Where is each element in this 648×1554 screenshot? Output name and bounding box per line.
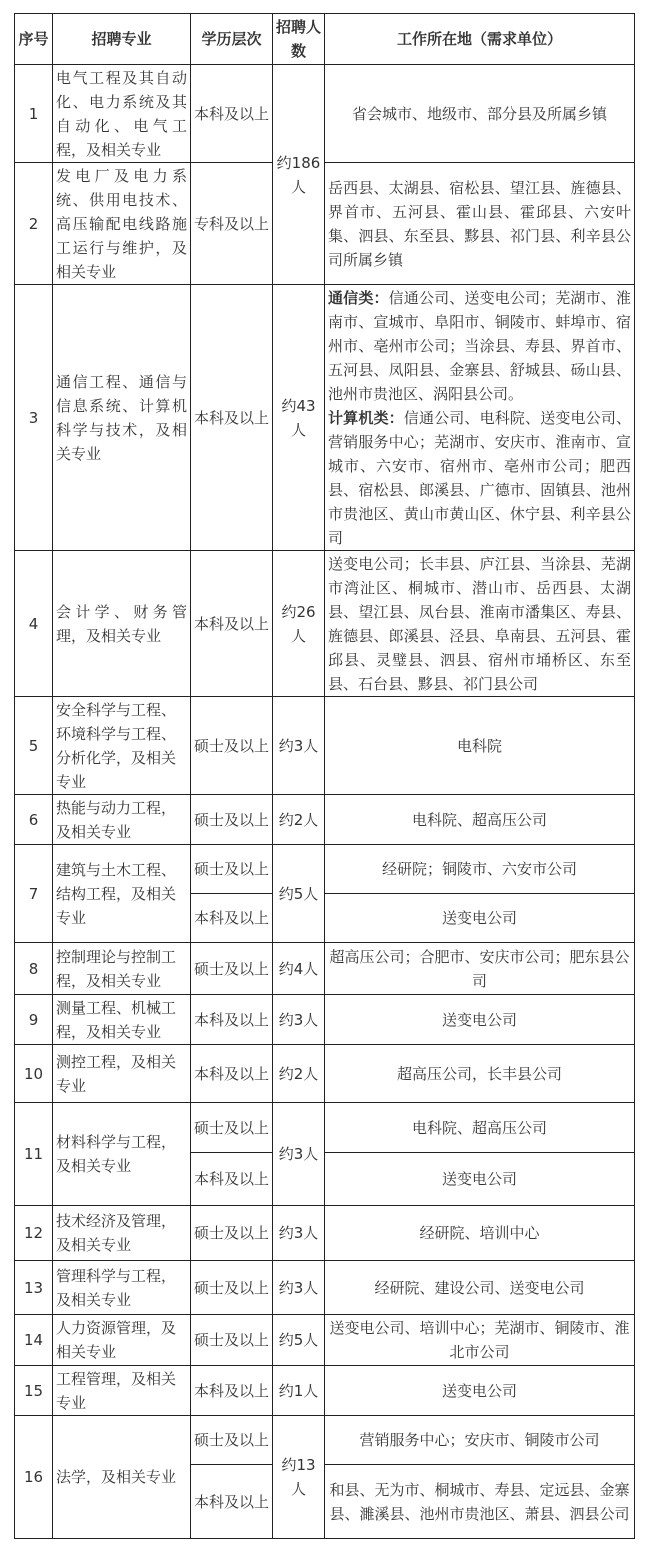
row-education: 硕士及以上 bbox=[191, 1416, 273, 1465]
row-education: 硕士及以上 bbox=[191, 795, 273, 845]
comp-category-text: 信通公司、电科院、送变电公司、营销服务中心；芜湖市、安庆市、淮南市、宣城市、六安市、宿州市、亳州市公司；肥西县、宿松县、郎溪县、广德市、固镇县、池州市贵池区、黄山市黄山区、休宁县、利辛县公司 bbox=[328, 408, 631, 547]
table-row bbox=[15, 551, 635, 697]
row-index: 6 bbox=[15, 795, 53, 845]
row-education: 本科及以上 bbox=[191, 995, 273, 1045]
header-row bbox=[15, 14, 635, 65]
row-major: 电气工程及其自动化、电力系统及其自动化、电气工程，及相关专业 bbox=[53, 65, 191, 163]
row-count: 约5人 bbox=[273, 845, 325, 943]
table-row bbox=[15, 1261, 635, 1315]
row-location: 送变电公司；长丰县、庐江县、当涂县、芜湖市湾沚区、桐城市、潜山市、岳西县、太湖县、望江县、凤台县、淮南市潘集区、寿县、旌德县、郎溪县、泾县、阜南县、五河县、霍邱县、灵璧县、泗县、宿州市埇桥区、东至县、石台县、黟县、祁门县公司 bbox=[325, 551, 635, 697]
table-row bbox=[15, 1366, 635, 1416]
row-education: 本科及以上 bbox=[191, 1045, 273, 1103]
row-index: 3 bbox=[15, 285, 53, 551]
row-major: 技术经济及管理，及相关专业 bbox=[53, 1206, 191, 1261]
table-row bbox=[15, 795, 635, 845]
header-count: 招聘人数 bbox=[273, 14, 325, 65]
row-education: 专科及以上 bbox=[191, 163, 273, 285]
comp-category-label: 计算机类： bbox=[328, 408, 404, 427]
row-count: 约3人 bbox=[273, 1261, 325, 1315]
table-row bbox=[15, 1416, 635, 1465]
row-major: 工程管理，及相关专业 bbox=[53, 1366, 191, 1416]
row-index: 16 bbox=[15, 1416, 53, 1539]
row-major: 建筑与土木工程、结构工程，及相关专业 bbox=[53, 845, 191, 943]
row-location: 经研院、建设公司、送变电公司 bbox=[325, 1261, 635, 1315]
row-location: 送变电公司 bbox=[325, 1153, 635, 1206]
row-count: 约3人 bbox=[273, 1206, 325, 1261]
table-row bbox=[15, 1103, 635, 1153]
comm-category-label: 通信类： bbox=[328, 288, 389, 307]
row-education: 本科及以上 bbox=[191, 1153, 273, 1206]
row-major: 通信工程、通信与信息系统、计算机科学与技术，及相关专业 bbox=[53, 285, 191, 551]
table-row bbox=[15, 845, 635, 894]
row-major: 法学，及相关专业 bbox=[53, 1416, 191, 1539]
row-count: 约26人 bbox=[273, 551, 325, 697]
row-education: 硕士及以上 bbox=[191, 1315, 273, 1366]
header-location: 工作所在地（需求单位） bbox=[325, 14, 635, 65]
table-row bbox=[15, 943, 635, 995]
row-education: 本科及以上 bbox=[191, 65, 273, 163]
row-education: 本科及以上 bbox=[191, 894, 273, 943]
row-index: 12 bbox=[15, 1206, 53, 1261]
row-education: 硕士及以上 bbox=[191, 697, 273, 795]
row-count: 约186人 bbox=[273, 65, 325, 285]
row-count: 约2人 bbox=[273, 1045, 325, 1103]
table-row bbox=[15, 1045, 635, 1103]
row-count: 约4人 bbox=[273, 943, 325, 995]
row-index: 5 bbox=[15, 697, 53, 795]
row-index: 8 bbox=[15, 943, 53, 995]
row-location: 电科院 bbox=[325, 697, 635, 795]
table-row bbox=[15, 697, 635, 795]
row-count: 约3人 bbox=[273, 697, 325, 795]
row-location: 经研院；铜陵市、六安市公司 bbox=[325, 845, 635, 894]
row-count: 约13人 bbox=[273, 1416, 325, 1539]
row-location: 营销服务中心；安庆市、铜陵市公司 bbox=[325, 1416, 635, 1465]
table-row bbox=[15, 1206, 635, 1261]
row-education: 硕士及以上 bbox=[191, 1206, 273, 1261]
row-location: 省会城市、地级市、部分县及所属乡镇 bbox=[325, 65, 635, 163]
row-index: 2 bbox=[15, 163, 53, 285]
row-count: 约2人 bbox=[273, 795, 325, 845]
row-education: 硕士及以上 bbox=[191, 1103, 273, 1153]
row-count: 约5人 bbox=[273, 1315, 325, 1366]
row-major: 管理科学与工程，及相关专业 bbox=[53, 1261, 191, 1315]
header-index: 序号 bbox=[15, 14, 53, 65]
table-row bbox=[15, 1315, 635, 1366]
row-location bbox=[325, 285, 635, 551]
row-major: 会计学、财务管理，及相关专业 bbox=[53, 551, 191, 697]
row-index: 11 bbox=[15, 1103, 53, 1206]
row-count: 约3人 bbox=[273, 1103, 325, 1206]
row-count: 约43人 bbox=[273, 285, 325, 551]
row-location: 送变电公司 bbox=[325, 995, 635, 1045]
row-education: 硕士及以上 bbox=[191, 943, 273, 995]
row-location: 送变电公司、培训中心；芜湖市、铜陵市、淮北市公司 bbox=[325, 1315, 635, 1366]
recruitment-table bbox=[14, 13, 635, 1539]
row-index: 13 bbox=[15, 1261, 53, 1315]
row-major: 测量工程、机械工程，及相关专业 bbox=[53, 995, 191, 1045]
row-education: 硕士及以上 bbox=[191, 845, 273, 894]
row-location: 超高压公司；合肥市、安庆市公司；肥东县公司 bbox=[325, 943, 635, 995]
row-major: 人力资源管理，及相关专业 bbox=[53, 1315, 191, 1366]
row-major: 热能与动力工程，及相关专业 bbox=[53, 795, 191, 845]
table-row bbox=[15, 65, 635, 163]
row-major: 测控工程，及相关专业 bbox=[53, 1045, 191, 1103]
row-count: 约1人 bbox=[273, 1366, 325, 1416]
row-major: 发电厂及电力系统、供用电技术、高压输配电线路施工运行与维护，及相关专业 bbox=[53, 163, 191, 285]
row-major: 控制理论与控制工程，及相关专业 bbox=[53, 943, 191, 995]
row-education: 本科及以上 bbox=[191, 285, 273, 551]
row-major: 材料科学与工程，及相关专业 bbox=[53, 1103, 191, 1206]
row-location: 送变电公司 bbox=[325, 894, 635, 943]
row-location: 和县、无为市、桐城市、寿县、定远县、金寨县、濉溪县、池州市贵池区、萧县、泗县公司 bbox=[325, 1465, 635, 1539]
row-index: 14 bbox=[15, 1315, 53, 1366]
row-index: 4 bbox=[15, 551, 53, 697]
row-location: 电科院、超高压公司 bbox=[325, 1103, 635, 1153]
row-education: 本科及以上 bbox=[191, 1465, 273, 1539]
row-index: 7 bbox=[15, 845, 53, 943]
table-row bbox=[15, 995, 635, 1045]
row-location: 经研院、培训中心 bbox=[325, 1206, 635, 1261]
row-location: 送变电公司 bbox=[325, 1366, 635, 1416]
row-major: 安全科学与工程、环境科学与工程、分析化学，及相关专业 bbox=[53, 697, 191, 795]
table-row bbox=[15, 163, 635, 285]
header-major: 招聘专业 bbox=[53, 14, 191, 65]
row-index: 10 bbox=[15, 1045, 53, 1103]
row-index: 9 bbox=[15, 995, 53, 1045]
row-location: 岳西县、太湖县、宿松县、望江县、旌德县、界首市、五河县、霍山县、霍邱县、六安叶集、泗县、东至县、黟县、祁门县、利辛县公司所属乡镇 bbox=[325, 163, 635, 285]
row-count: 约3人 bbox=[273, 995, 325, 1045]
row-location: 超高压公司，长丰县公司 bbox=[325, 1045, 635, 1103]
row-index: 1 bbox=[15, 65, 53, 163]
row-education: 硕士及以上 bbox=[191, 1261, 273, 1315]
header-education: 学历层次 bbox=[191, 14, 273, 65]
table-row bbox=[15, 285, 635, 551]
row-index: 15 bbox=[15, 1366, 53, 1416]
comm-category-text: 信通公司、送变电公司；芜湖市、淮南市、宣城市、阜阳市、铜陵市、蚌埠市、宿州市、亳州市公司；当涂县、寿县、界首市、五河县、凤阳县、金寨县、舒城县、砀山县、池州市贵池区、涡阳县公司。 bbox=[328, 288, 631, 403]
row-education: 本科及以上 bbox=[191, 1366, 273, 1416]
row-location: 电科院、超高压公司 bbox=[325, 795, 635, 845]
row-education: 本科及以上 bbox=[191, 551, 273, 697]
